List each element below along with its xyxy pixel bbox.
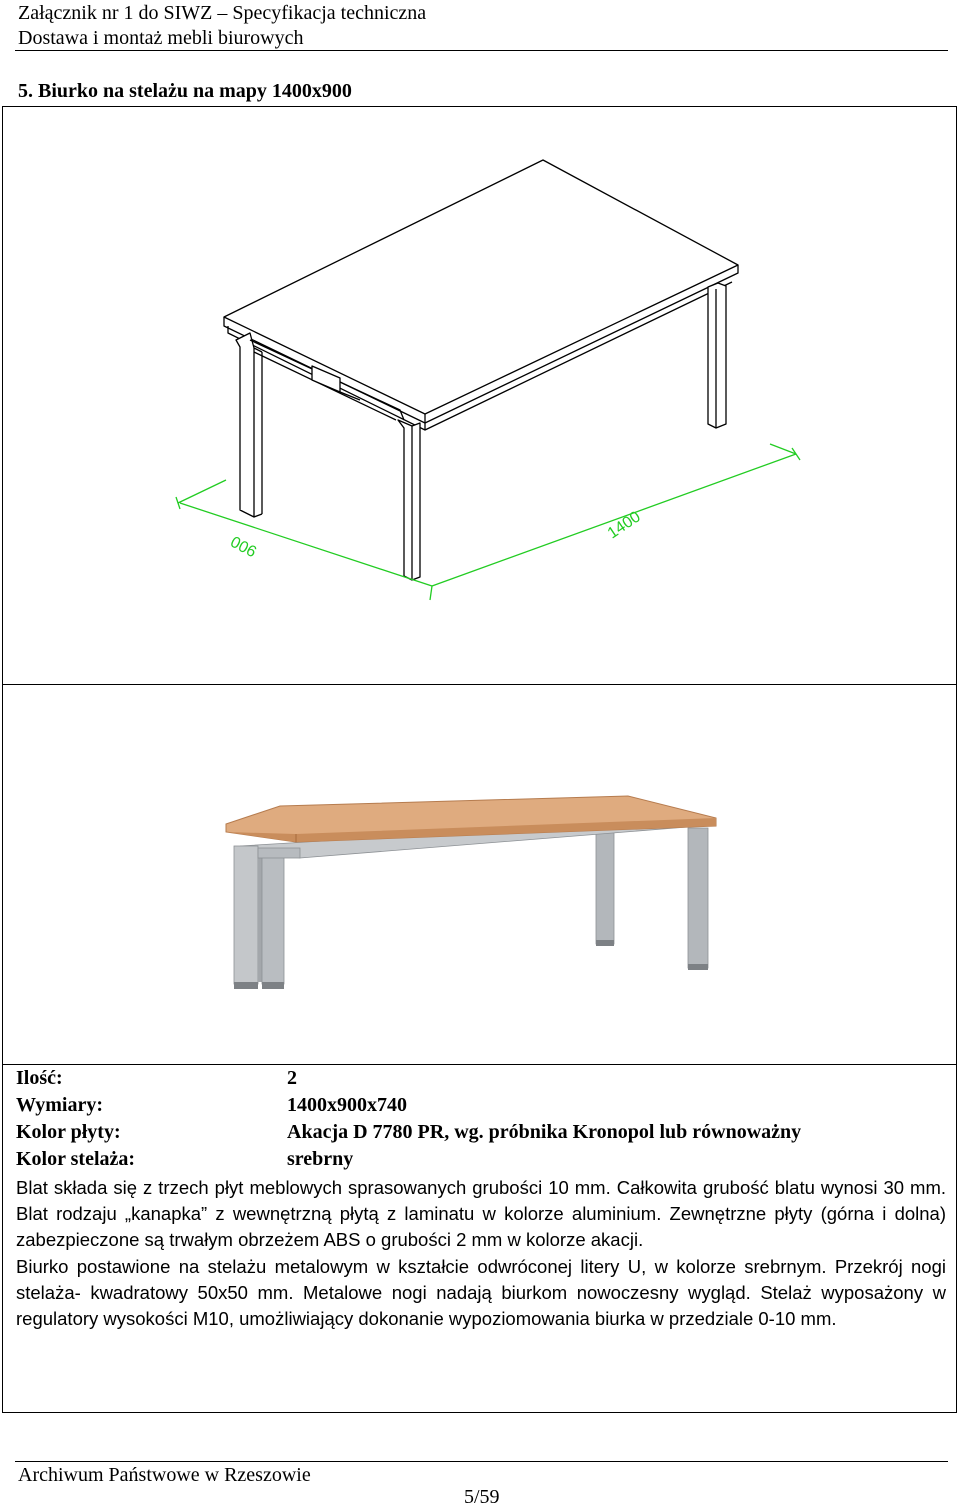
- front-left-leg: [234, 846, 258, 984]
- spec-value: 2: [287, 1067, 297, 1089]
- spec-value: 1400x900x740: [287, 1094, 407, 1116]
- spec-value: srebrny: [287, 1148, 354, 1170]
- description-paragraph-2: Biurko postawione na stelażu metalowym w kształcie odwróconej litery U, w kolorze srebrnym. Przekrój nogi stelaża- kwadratowy 50x50 mm. Metalowe nogi nadają biurkom nowoczesny wygląd. Stelaż wyposażony w regulatory wysokości M10, umożliwiający dokonanie wypoziomowania biurka w przedziale 0-10 mm.: [16, 1255, 946, 1330]
- dimension-depth-label: 900: [228, 531, 260, 560]
- desk-render: [226, 796, 716, 989]
- header-line-2: Dostawa i montaż mebli biurowych: [18, 27, 304, 49]
- page-number: 5/59: [464, 1486, 500, 1508]
- spec-label: Kolor stelaża:: [16, 1148, 136, 1170]
- description-paragraph-1: Blat składa się z trzech płyt meblowych sprasowanych grubości 10 mm. Całkowita grubość blatu wynosi 30 mm. Blat rodzaju „kanapka” z wewnętrzną płytą z laminatu w kolorze aluminium. Zewnętrzne płyty (górna i dolna) zabezpieczone są trwałym obrzeżem ABS o grubości 2 mm w kolorze akacji.: [16, 1177, 946, 1251]
- spec-label: Ilość:: [16, 1067, 63, 1089]
- desk-line-drawing: [224, 160, 738, 580]
- dimension-width-label: 1400: [604, 508, 644, 543]
- back-left-leg: [596, 826, 614, 944]
- spec-label: Wymiary:: [16, 1094, 104, 1116]
- footer-rule: [15, 1461, 948, 1462]
- spec-value: Akacja D 7780 PR, wg. próbnika Kronopol lub równoważny: [287, 1121, 802, 1143]
- section-title: 5. Biurko na stelażu na mapy 1400x900: [18, 80, 352, 102]
- back-right-leg: [688, 828, 708, 968]
- description: [16, 1175, 946, 1332]
- header-line-1: Załącznik nr 1 do SIWZ – Specyfikacja techniczna: [18, 2, 427, 24]
- front-right-leg: [262, 852, 284, 984]
- dimension-lines: [176, 444, 800, 600]
- footer-archive: Archiwum Państwowe w Rzeszowie: [18, 1464, 311, 1486]
- spec-label: Kolor płyty:: [16, 1121, 121, 1143]
